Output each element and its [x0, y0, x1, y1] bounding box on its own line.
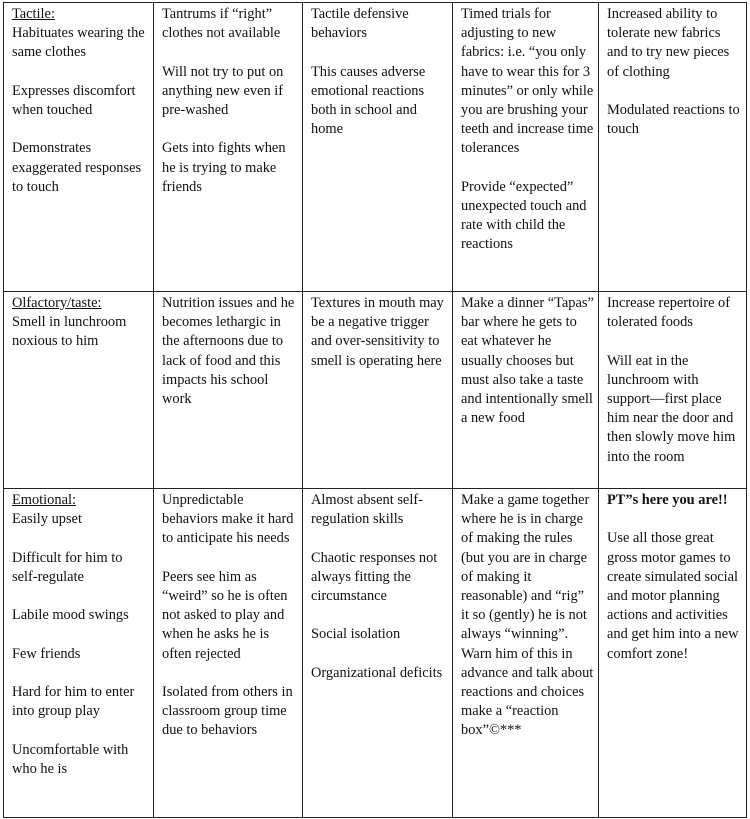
cell-text: This causes adverse emotional reactions both in school and home	[311, 63, 426, 138]
cell-text: Smell in lunchroom noxious to him	[12, 314, 127, 350]
cell-text: Unpredictable behaviors make it hard to anticipate his needs	[162, 492, 294, 547]
cell-olfactory-goal	[599, 292, 747, 489]
cell-text: Uncomfortable with who he is	[12, 741, 129, 777]
cell-tactile-goal	[599, 3, 747, 292]
cell-text: Increased ability to tolerate new fabrics and to try new pieces of clothing	[607, 6, 730, 80]
cell-text: Tantrums if “right” clothes not available	[162, 6, 281, 42]
cell-text: Hard for him to enter into group play	[12, 683, 135, 720]
cell-emotional-interpretation	[303, 489, 453, 818]
cell-text: Increase repertoire of tolerated foods	[607, 295, 731, 331]
cell-emotional-strategy	[453, 489, 599, 818]
cell-olfactory-interpretation	[303, 292, 453, 489]
cell-text: Difficult for him to self-regulate	[12, 549, 123, 585]
cell-text: Social isolation	[311, 626, 401, 643]
cell-text: Easily upset	[12, 511, 82, 528]
row-heading-olfactory: Olfactory/taste:	[12, 295, 102, 311]
row-heading-emotional: Emotional:	[12, 492, 76, 508]
cell-emotional-goal	[599, 489, 747, 818]
cell-olfactory-strategy	[453, 292, 599, 489]
sensory-strategies-table	[3, 2, 747, 818]
cell-text: Habituates wearing the same clothes	[12, 25, 145, 61]
cell-text: Provide “expected” unexpected touch and rate with child the reactions	[461, 178, 587, 253]
cell-text: Will not try to put on anything new even if pre-washed	[162, 63, 284, 118]
cell-olfactory-impact	[154, 292, 303, 489]
cell-text: Will eat in the lunchroom with support—first place him near the door and then slowly move him into the room	[607, 352, 736, 465]
cell-emotional-impact	[154, 489, 303, 818]
cell-text: Organizational deficits	[311, 664, 443, 681]
table-row-olfactory	[4, 292, 747, 489]
cell-tactile-impact	[154, 3, 303, 292]
cell-text: Peers see him as “weird” so he is often not asked to play and when he asks he is often rejected	[162, 568, 288, 662]
cell-text: Chaotic responses not always fitting the circumstance	[311, 549, 438, 604]
cell-emotional-signs	[4, 489, 154, 818]
row-heading-tactile: Tactile:	[12, 6, 55, 22]
cell-text: Labile mood swings	[12, 607, 129, 624]
table-row-emotional	[4, 489, 747, 818]
cell-tactile-strategy	[453, 3, 599, 292]
cell-text: Tactile defensive behaviors	[311, 6, 409, 42]
cell-text: Modulated reactions to touch	[607, 102, 740, 138]
cell-text: Expresses discomfort when touched	[12, 82, 136, 118]
cell-bold-text: PT”s here you are!!	[607, 492, 728, 508]
cell-text: Nutrition issues and he becomes lethargic in the afternoons due to lack of food and this impacts his school work	[162, 295, 295, 408]
table-row-tactile	[4, 3, 747, 292]
cell-text: Use all those great gross motor games to create simulated social and motor planning actions and activities and get him into a new comfort zone!	[607, 530, 739, 662]
cell-text: Gets into fights when he is trying to make friends	[162, 140, 286, 195]
cell-tactile-signs	[4, 3, 154, 292]
cell-text: Isolated from others in classroom group time due to behaviors	[162, 684, 293, 739]
cell-tactile-interpretation	[303, 3, 453, 292]
cell-text: Make a game together where he is in charge of making the rules (but you are in charge of making it reasonable) and “rig” it so (gently) he is not always “winning”. Warn him of this in advance and talk about reactions and choices make a “reaction box”©***	[461, 492, 594, 739]
cell-text: Almost absent self-regulation skills	[311, 492, 423, 528]
cell-text: Textures in mouth may be a negative trigger and over-sensitivity to smell is operating here	[311, 295, 444, 369]
cell-text: Demonstrates exaggerated responses to touch	[12, 140, 142, 195]
cell-text: Few friends	[12, 645, 81, 662]
cell-text: Make a dinner “Tapas” bar where he gets to eat whatever he usually chooses but must also take a taste and intentionally smell a new food	[461, 295, 594, 427]
cell-text: Timed trials for adjusting to new fabrics: i.e. “you only have to wear this for 3 minutes” or only while you are brushing your teeth and increase time tolerances	[461, 6, 594, 157]
cell-olfactory-signs	[4, 292, 154, 489]
